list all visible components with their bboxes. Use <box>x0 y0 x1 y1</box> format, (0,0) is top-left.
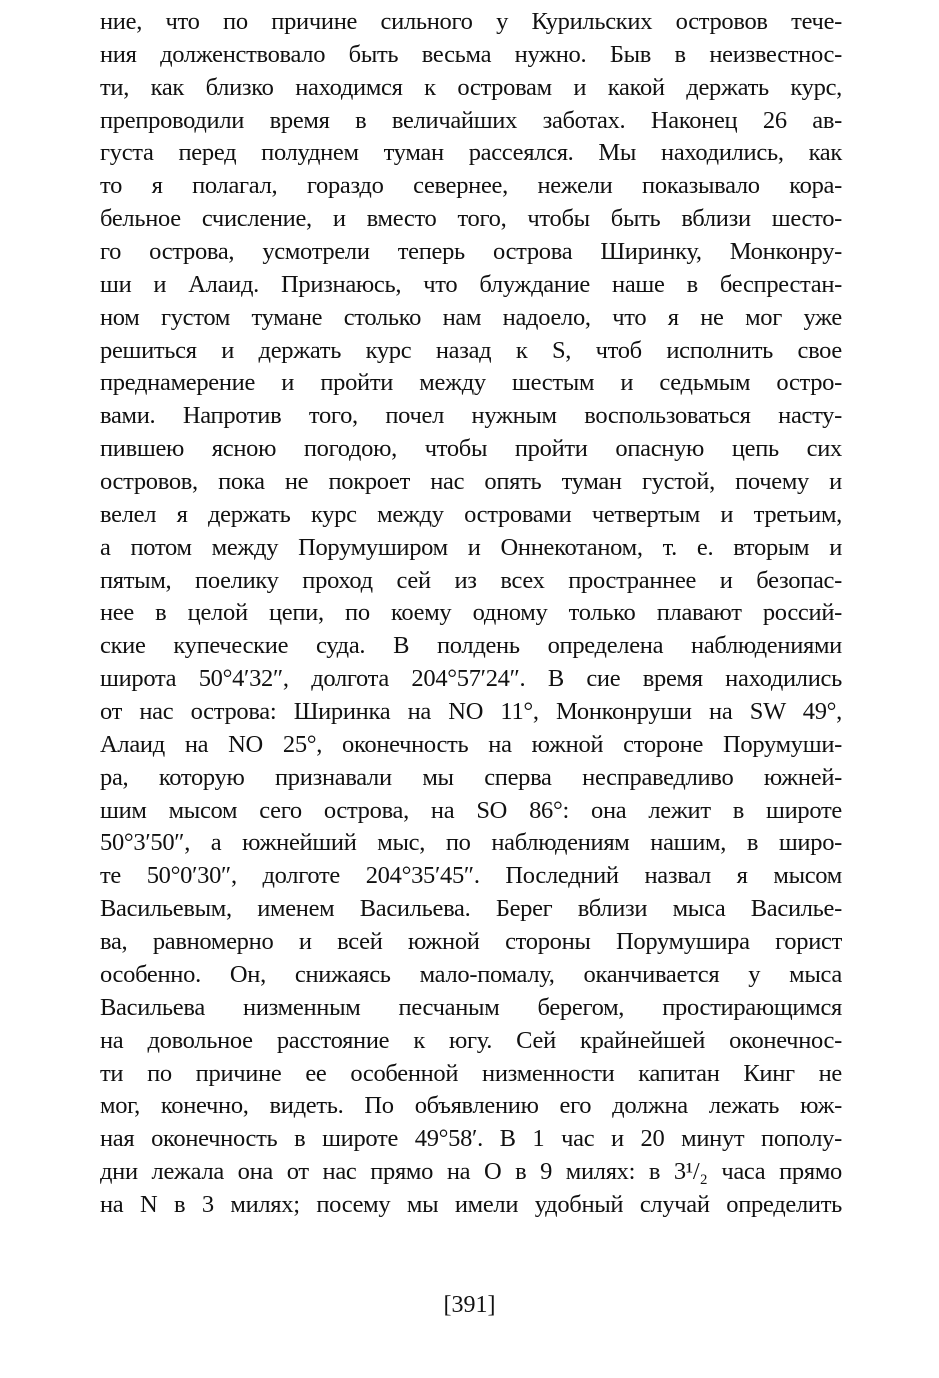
text-line: то я полагал, гораздо севернее, нежели показывало кора- <box>100 172 842 200</box>
text-line: густа перед полуднем туман рассеялся. Мы находились, как <box>100 139 842 167</box>
text-line: ши и Алаид. Признаюсь, что блуждание наше в беспрестан- <box>100 270 842 298</box>
text-line: особенно. Он, снижаясь мало-помалу, оканчивается у мыса <box>100 960 842 988</box>
text-line: на N в 3 милях; посему мы имели удобный случай определить <box>100 1190 842 1218</box>
text-line: ра, которую признавали мы сперва несправедливо южней- <box>100 763 842 791</box>
text-line: Алаид на NO 25°, оконечность на южной стороне Порумуши- <box>100 730 842 758</box>
text-line: 50°3′50″, а южнейший мыс, по наблюдениям нашим, в широ- <box>100 829 842 857</box>
text-line: широта 50°4′32″, долгота 204°57′24″. В сие время находились <box>100 665 842 693</box>
text-line: преднамерение и пройти между шестым и седьмым остро- <box>100 369 842 397</box>
text-line: вами. Напротив того, почел нужным воспользоваться насту- <box>100 402 842 430</box>
text-line: ва, равномерно и всей южной стороны Порумушира горист <box>100 928 842 956</box>
text-line: ти, как близко находимся к островам и какой держать курс, <box>100 73 842 101</box>
text-line: ти по причине ее особенной низменности капитан Кинг не <box>100 1059 842 1087</box>
text-line: пившею ясною погодою, чтобы пройти опасную цепь сих <box>100 435 842 463</box>
text-line: мог, конечно, видеть. По объявлению его должна лежать юж- <box>100 1092 842 1120</box>
text-line: нее в целой цепи, по коему одному только плавают россий- <box>100 599 842 627</box>
text-line: ские купеческие суда. В полдень определена наблюдениями <box>100 632 842 660</box>
text-line: островов, пока не покроет нас опять туман густой, почему и <box>100 468 842 496</box>
page-number: [391] <box>443 1292 496 1318</box>
text-line: от нас острова: Ширинка на NO 11°, Монконруши на SW 49°, <box>100 698 842 726</box>
text-line: пятым, поелику проход сей из всех пространнее и безопас- <box>100 566 842 594</box>
text-line: го острова, усмотрели теперь острова Ширинку, Монконру- <box>100 238 842 266</box>
text-line: велел я держать курс между островами четвертым и третьим, <box>100 500 842 528</box>
text-line: ния долженствовало быть весьма нужно. Быв в неизвестнос- <box>100 40 842 68</box>
text-line: бельное счисление, и вместо того, чтобы быть вблизи шесто- <box>100 205 842 233</box>
text-line: а потом между Порумуширом и Оннекотаном, т. е. вторым и <box>100 533 842 561</box>
text-line: препроводили время в величайших заботах. Наконец 26 ав- <box>100 106 842 134</box>
body-text <box>100 6 842 1222</box>
text-line: Васильева низменным песчаным берегом, простирающимся <box>100 993 842 1021</box>
text-line: Васильевым, именем Васильева. Берег вблизи мыса Василье- <box>100 895 842 923</box>
text-line: дни лежала она от нас прямо на O в 9 милях: в 3¹/₂ часа прямо <box>100 1158 842 1186</box>
text-line: ная оконечность в широте 49°58′. В 1 час и 20 минут пополу- <box>100 1125 842 1153</box>
text-line: те 50°0′30″, долготе 204°35′45″. Последний назвал я мысом <box>100 862 842 890</box>
text-line: на довольное расстояние к югу. Сей крайнейшей оконечнос- <box>100 1026 842 1054</box>
text-line: шим мысом сего острова, на SO 86°: она лежит в широте <box>100 796 842 824</box>
text-line: ние, что по причине сильного у Курильских островов тече- <box>100 8 842 35</box>
text-line: решиться и держать курс назад к S, чтоб исполнить свое <box>100 336 842 364</box>
text-line: ном густом тумане столько нам надоело, что я не мог уже <box>100 303 842 331</box>
